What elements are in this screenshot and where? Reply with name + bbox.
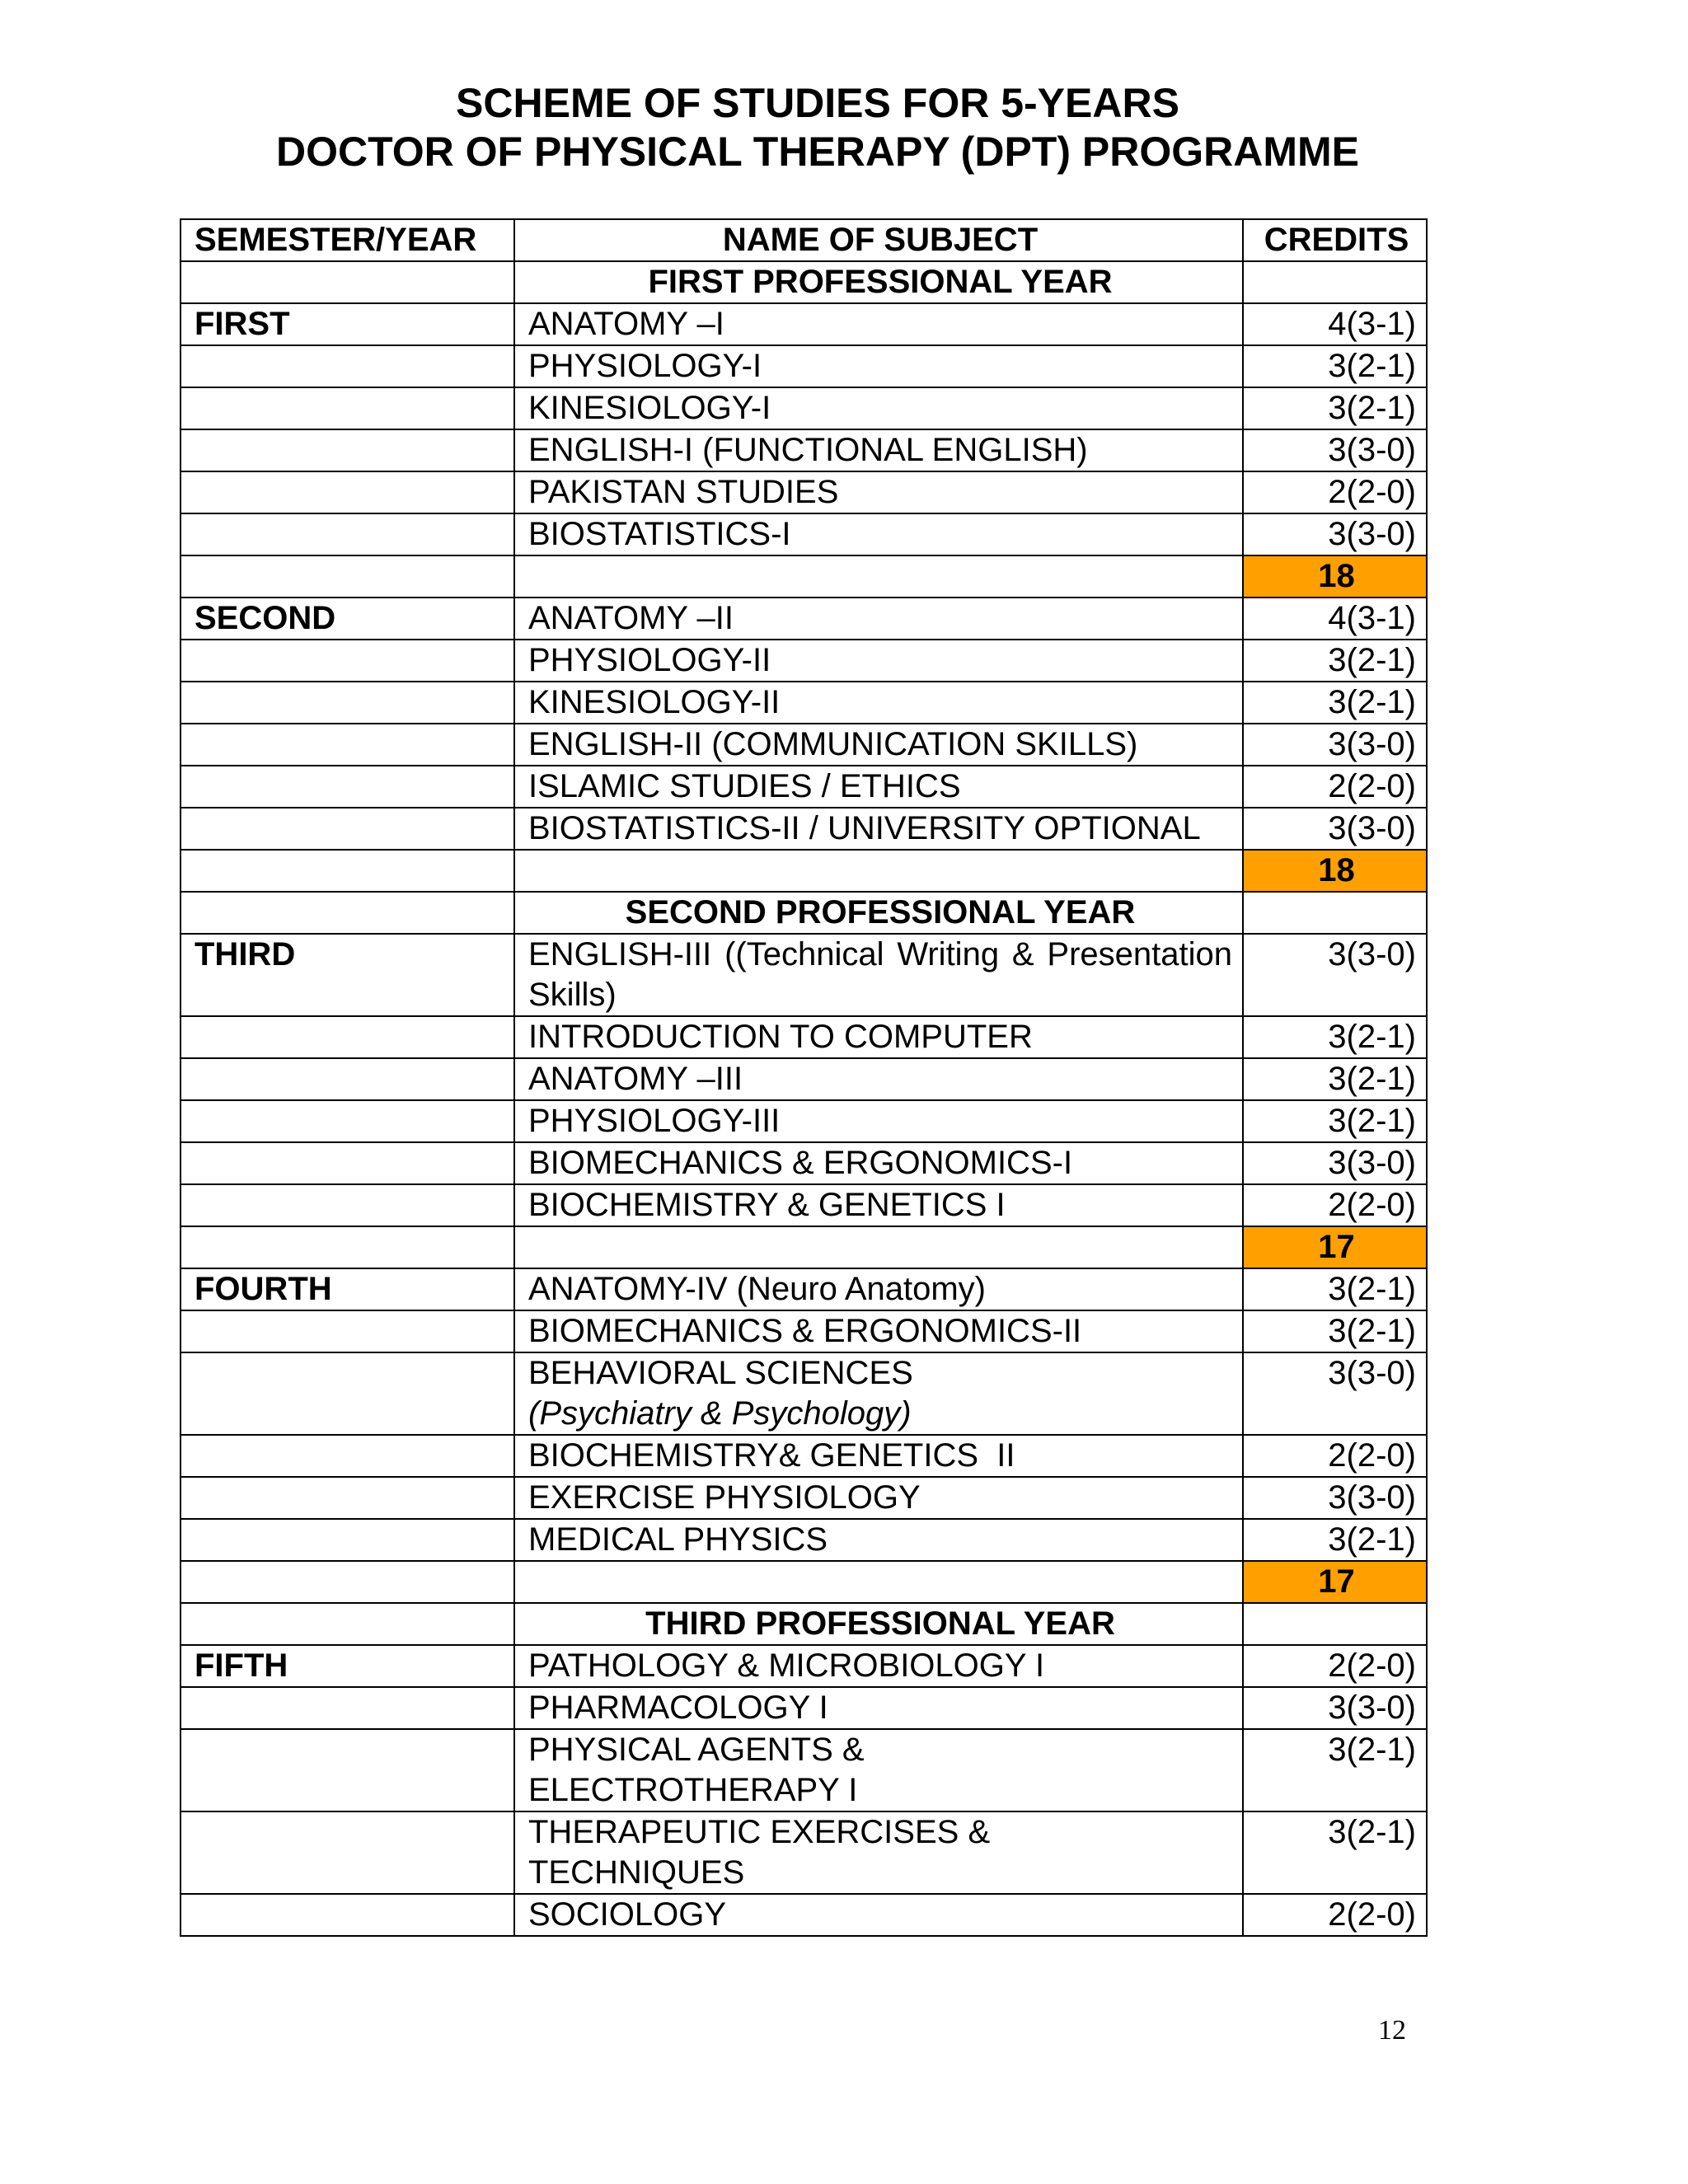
subject-cell (514, 1352, 1243, 1435)
table-row (181, 303, 1427, 345)
table-row (181, 471, 1427, 513)
total-row (181, 555, 1427, 598)
semester-label: FIFTH (181, 1645, 514, 1687)
table-row (181, 1435, 1427, 1477)
subject-name: PHYSIOLOGY-III (514, 1100, 1243, 1142)
year-heading-first: FIRST PROFESSIONAL YEAR (514, 261, 1243, 303)
subject-credits: 3(2-1) (1243, 1100, 1427, 1142)
subject-name: ENGLISH-I (FUNCTIONAL ENGLISH) (514, 429, 1243, 471)
subject-subtitle: (Psychiatry & Psychology) (528, 1395, 912, 1432)
empty-cell (181, 1603, 514, 1645)
subject-credits: 3(2-1) (1243, 1519, 1427, 1561)
subject-name: PHYSICAL AGENTS & ELECTROTHERAPY I (514, 1729, 1243, 1811)
empty-cell (181, 850, 514, 892)
header-subject: NAME OF SUBJECT (514, 219, 1243, 261)
table-row (181, 345, 1427, 387)
subject-credits: 2(2-0) (1243, 471, 1427, 513)
empty-cell (181, 1352, 514, 1435)
subject-credits: 3(3-0) (1243, 1477, 1427, 1519)
subject-name: ANATOMY –I (514, 303, 1243, 345)
semester-label: THIRD (181, 934, 514, 1016)
subject-name: BIOMECHANICS & ERGONOMICS-I (514, 1142, 1243, 1184)
subject-credits: 4(3-1) (1243, 303, 1427, 345)
subject-credits: 3(2-1) (1243, 345, 1427, 387)
subject-name: ISLAMIC STUDIES / ETHICS (514, 766, 1243, 808)
table-row (181, 429, 1427, 471)
semester-total: 18 (1243, 555, 1427, 598)
subject-credits: 3(3-0) (1243, 1687, 1427, 1729)
table-row (181, 1477, 1427, 1519)
empty-cell (514, 555, 1243, 598)
subject-name: ANATOMY –III (514, 1058, 1243, 1100)
scheme-table (180, 218, 1428, 1937)
subject-credits: 3(2-1) (1243, 1058, 1427, 1100)
empty-cell (181, 1100, 514, 1142)
subject-name: BIOCHEMISTRY& GENETICS II (514, 1435, 1243, 1477)
empty-cell (1243, 261, 1427, 303)
empty-cell (181, 1477, 514, 1519)
subject-name: PATHOLOGY & MICROBIOLOGY I (514, 1645, 1243, 1687)
subject-credits: 2(2-0) (1243, 1645, 1427, 1687)
subject-credits: 3(3-0) (1243, 934, 1427, 1016)
table-row (181, 808, 1427, 850)
subject-name: ENGLISH-II (COMMUNICATION SKILLS) (514, 724, 1243, 766)
semester-label: FOURTH (181, 1268, 514, 1310)
empty-cell (181, 1016, 514, 1058)
subject-name: BIOSTATISTICS-II / UNIVERSITY OPTIONAL (514, 808, 1243, 850)
subject-credits: 2(2-0) (1243, 1184, 1427, 1226)
subject-credits: 3(3-0) (1243, 429, 1427, 471)
empty-cell (181, 1729, 514, 1811)
subject-name: THERAPEUTIC EXERCISES & TECHNIQUES (514, 1811, 1243, 1894)
subject-name: PHYSIOLOGY-I (514, 345, 1243, 387)
subject-name: KINESIOLOGY-I (514, 387, 1243, 429)
table-row (181, 1811, 1427, 1894)
subject-credits: 4(3-1) (1243, 598, 1427, 640)
table-row (181, 513, 1427, 555)
table-row (181, 1100, 1427, 1142)
empty-cell (181, 1894, 514, 1936)
empty-cell (181, 1687, 514, 1729)
table-row (181, 1016, 1427, 1058)
subject-name: MEDICAL PHYSICS (514, 1519, 1243, 1561)
subject-name: PHYSIOLOGY-II (514, 640, 1243, 682)
subject-credits: 3(2-1) (1243, 682, 1427, 724)
empty-cell (181, 513, 514, 555)
empty-cell (181, 808, 514, 850)
subject-credits: 2(2-0) (1243, 766, 1427, 808)
empty-cell (1243, 892, 1427, 934)
subject-credits: 3(2-1) (1243, 1016, 1427, 1058)
subject-credits: 3(3-0) (1243, 724, 1427, 766)
table-row (181, 1645, 1427, 1687)
subject-credits: 2(2-0) (1243, 1435, 1427, 1477)
subject-credits: 3(2-1) (1243, 640, 1427, 682)
year-heading-third: THIRD PROFESSIONAL YEAR (514, 1603, 1243, 1645)
empty-cell (1243, 1603, 1427, 1645)
table-row (181, 1310, 1427, 1352)
empty-cell (181, 766, 514, 808)
subject-credits: 3(3-0) (1243, 513, 1427, 555)
table-row (181, 1894, 1427, 1936)
table-row (181, 682, 1427, 724)
empty-cell (181, 1519, 514, 1561)
subject-name: SOCIOLOGY (514, 1894, 1243, 1936)
subject-name: ANATOMY-IV (Neuro Anatomy) (514, 1268, 1243, 1310)
year-row (181, 1603, 1427, 1645)
subject-credits: 3(2-1) (1243, 1268, 1427, 1310)
title-line-2: DOCTOR OF PHYSICAL THERAPY (DPT) PROGRAMME (276, 129, 1359, 175)
subject-name: ENGLISH-III ((Technical Writing & Presentation Skills) (514, 934, 1243, 1016)
semester-total: 17 (1243, 1561, 1427, 1603)
subject-credits: 3(3-0) (1243, 808, 1427, 850)
semester-label: SECOND (181, 598, 514, 640)
total-row (181, 1561, 1427, 1603)
empty-cell (181, 1184, 514, 1226)
empty-cell (181, 555, 514, 598)
subject-credits: 3(2-1) (1243, 1310, 1427, 1352)
table-row (181, 1058, 1427, 1100)
table-row (181, 598, 1427, 640)
subject-credits: 3(2-1) (1243, 1811, 1427, 1894)
year-row (181, 261, 1427, 303)
semester-total: 18 (1243, 850, 1427, 892)
total-row (181, 850, 1427, 892)
table-row (181, 766, 1427, 808)
empty-cell (181, 471, 514, 513)
subject-name: ANATOMY –II (514, 598, 1243, 640)
table-row (181, 724, 1427, 766)
table-row (181, 1268, 1427, 1310)
subject-name: KINESIOLOGY-II (514, 682, 1243, 724)
table-row (181, 934, 1427, 1016)
subject-name: BIOCHEMISTRY & GENETICS I (514, 1184, 1243, 1226)
year-row (181, 892, 1427, 934)
subject-name: BIOMECHANICS & ERGONOMICS-II (514, 1310, 1243, 1352)
table-row (181, 1687, 1427, 1729)
page-number: 12 (1378, 2015, 1406, 2046)
table-row (181, 1519, 1427, 1561)
empty-cell (181, 1142, 514, 1184)
subject-credits: 3(3-0) (1243, 1142, 1427, 1184)
empty-cell (181, 429, 514, 471)
total-row (181, 1226, 1427, 1268)
document-title (0, 79, 1635, 176)
empty-cell (181, 261, 514, 303)
empty-cell (514, 850, 1243, 892)
table-header-row (181, 219, 1427, 261)
empty-cell (181, 892, 514, 934)
semester-label: FIRST (181, 303, 514, 345)
empty-cell (181, 640, 514, 682)
table-row (181, 387, 1427, 429)
year-heading-second: SECOND PROFESSIONAL YEAR (514, 892, 1243, 934)
table-row (181, 1142, 1427, 1184)
subject-name: PAKISTAN STUDIES (514, 471, 1243, 513)
empty-cell (181, 1811, 514, 1894)
table-row (181, 1184, 1427, 1226)
subject-credits: 3(2-1) (1243, 1729, 1427, 1811)
table-row (181, 1729, 1427, 1811)
empty-cell (181, 724, 514, 766)
empty-cell (181, 1310, 514, 1352)
subject-name: BIOSTATISTICS-I (514, 513, 1243, 555)
title-line-1: SCHEME OF STUDIES FOR 5-YEARS (456, 80, 1179, 126)
empty-cell (181, 1058, 514, 1100)
subject-name: PHARMACOLOGY I (514, 1687, 1243, 1729)
empty-cell (514, 1226, 1243, 1268)
empty-cell (181, 1435, 514, 1477)
semester-total: 17 (1243, 1226, 1427, 1268)
empty-cell (181, 682, 514, 724)
header-credits: CREDITS (1243, 219, 1427, 261)
header-semester: SEMESTER/YEAR (181, 219, 514, 261)
subject-credits: 3(2-1) (1243, 387, 1427, 429)
empty-cell (514, 1561, 1243, 1603)
subject-name: INTRODUCTION TO COMPUTER (514, 1016, 1243, 1058)
table-row (181, 640, 1427, 682)
subject-credits: 3(3-0) (1243, 1352, 1427, 1435)
subject-credits: 2(2-0) (1243, 1894, 1427, 1936)
empty-cell (181, 1561, 514, 1603)
empty-cell (181, 1226, 514, 1268)
empty-cell (181, 345, 514, 387)
subject-name: EXERCISE PHYSIOLOGY (514, 1477, 1243, 1519)
subject-name: BEHAVIORAL SCIENCES (528, 1355, 913, 1391)
empty-cell (181, 387, 514, 429)
table-row (181, 1352, 1427, 1435)
